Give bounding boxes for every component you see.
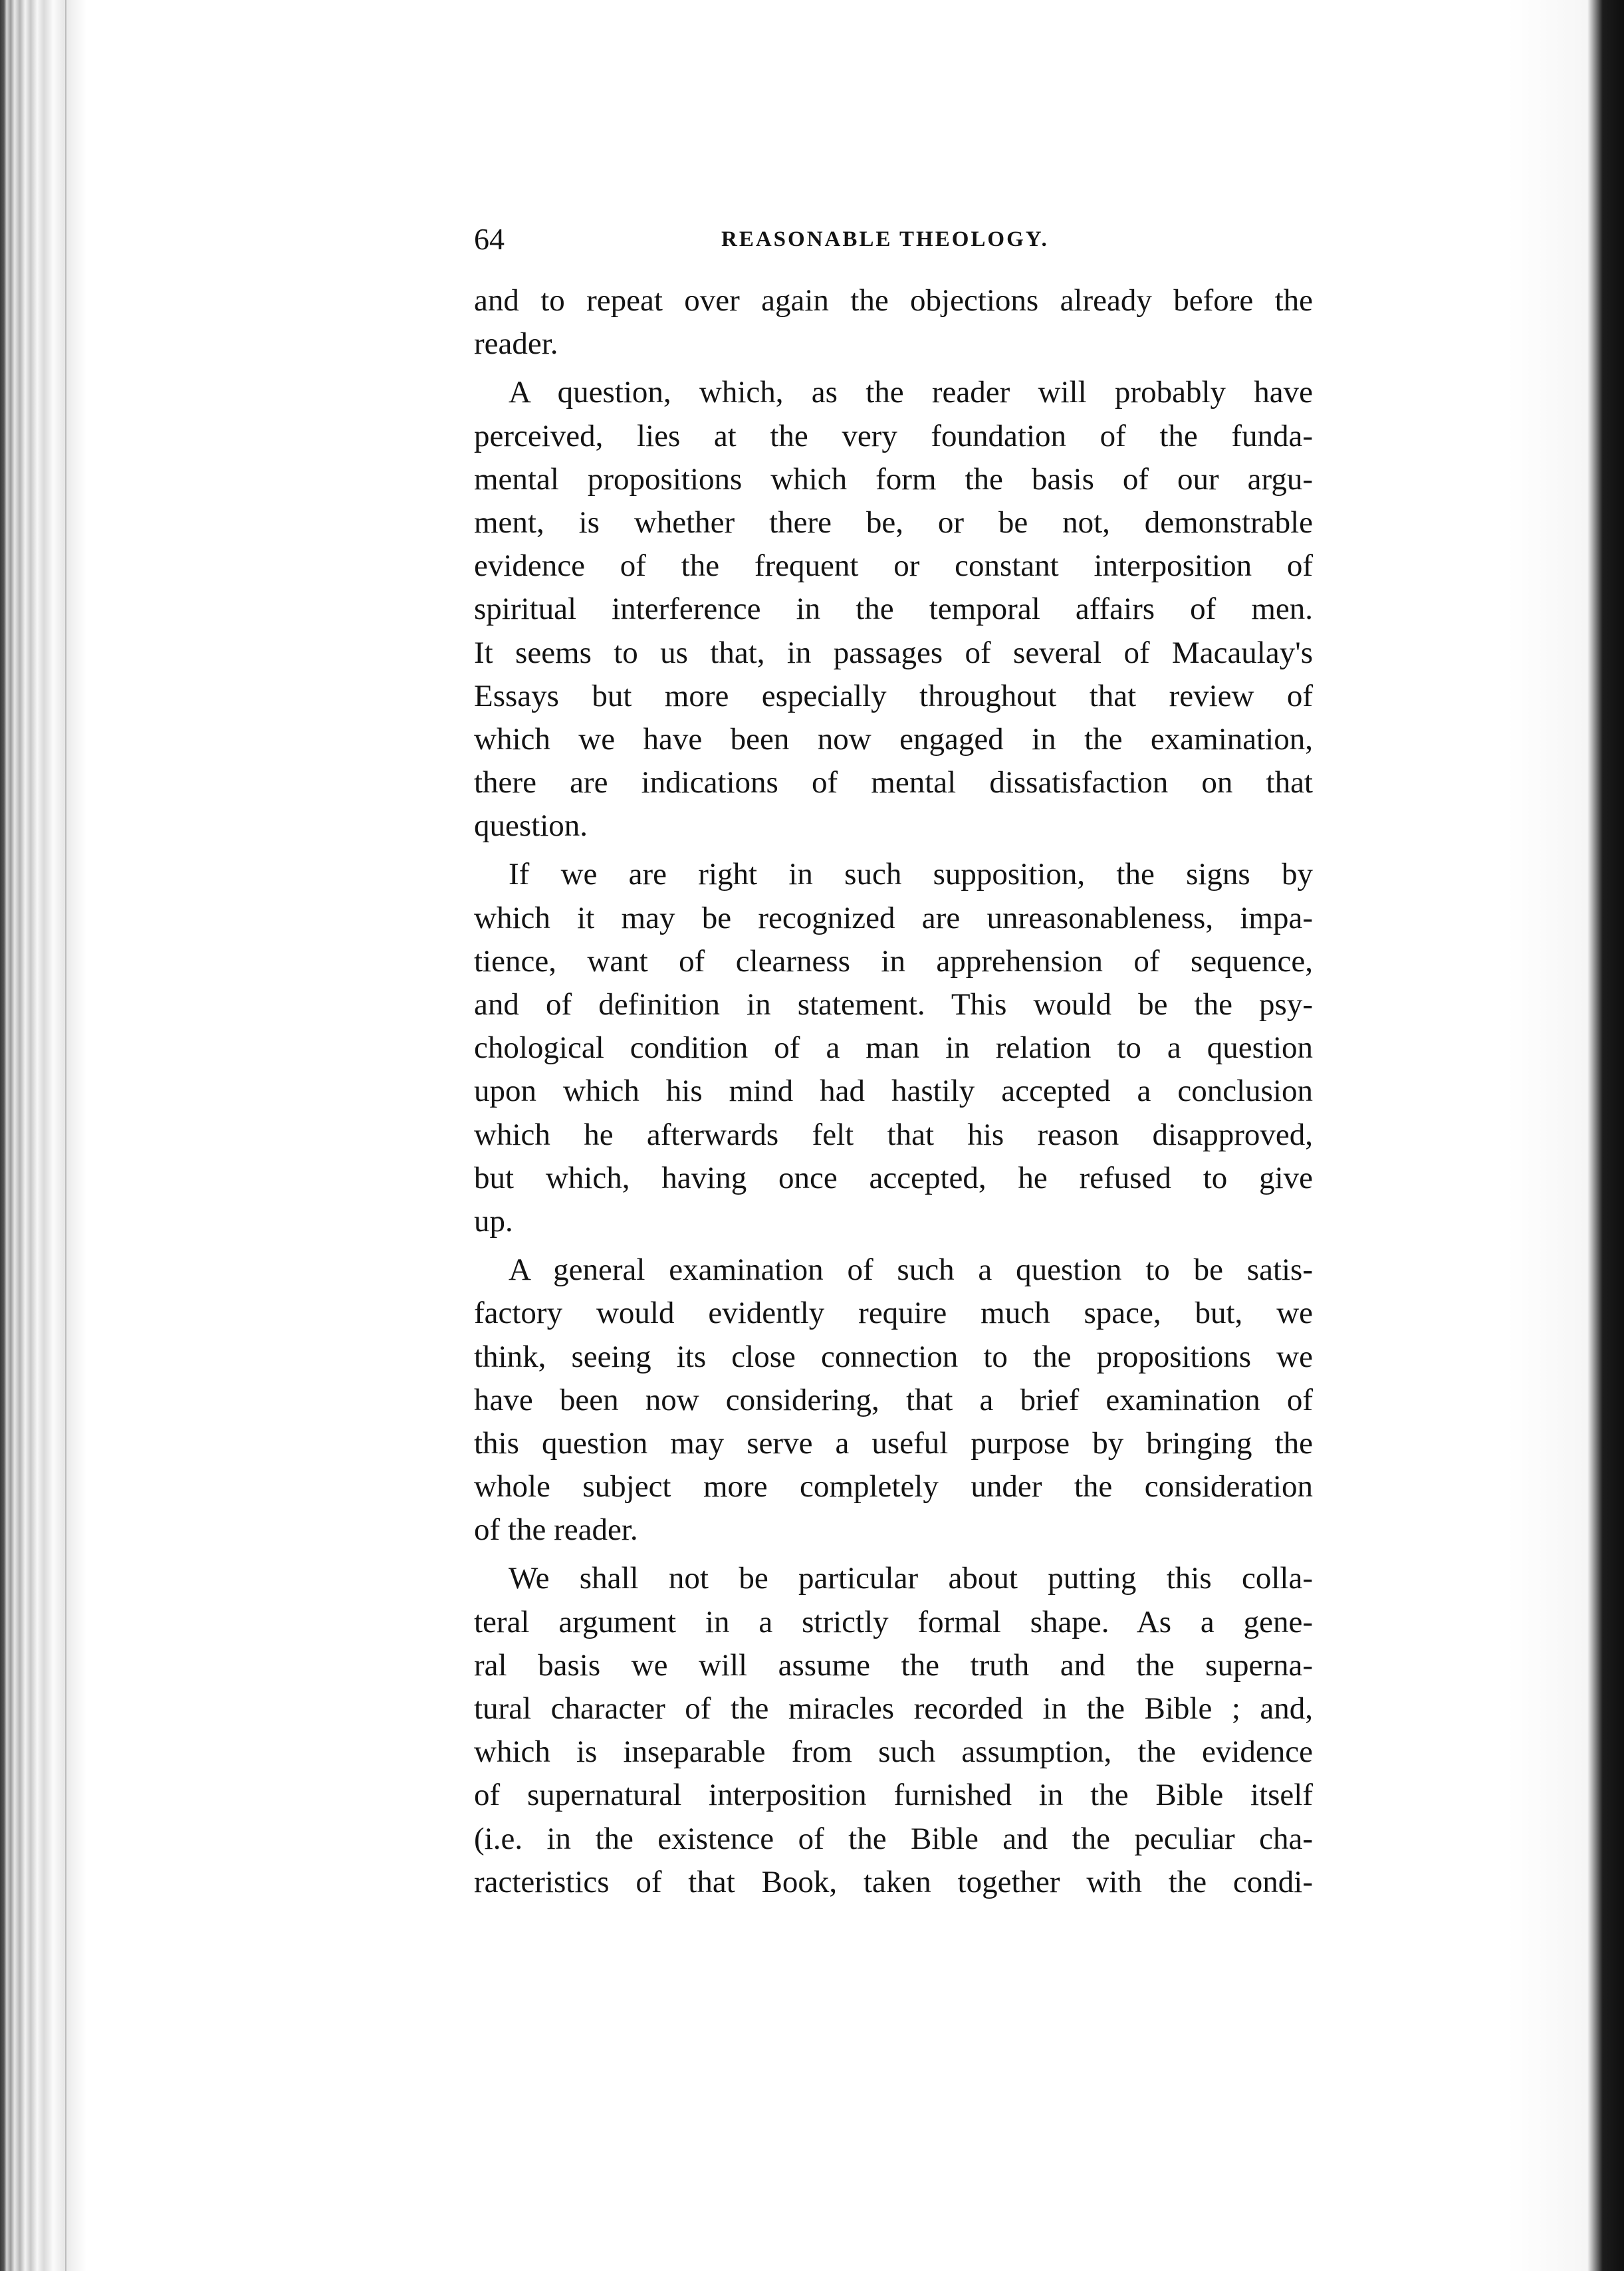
text-line: A general examination of such a question to be satis- <box>509 1253 1313 1288</box>
text-line: factory would evidently require much space, but, we <box>474 1296 1313 1331</box>
text-line: of the reader. <box>474 1512 638 1548</box>
text-line: chological condition of a man in relation to a question <box>474 1030 1313 1066</box>
book-page <box>474 218 1313 1904</box>
text-line: reader. <box>474 326 558 362</box>
text-line: have been now considering, that a brief examination of <box>474 1382 1313 1417</box>
running-title: REASONABLE THEOLOGY. <box>721 227 1049 251</box>
running-header <box>474 218 1313 261</box>
text-line: but which, having once accepted, he refused to give <box>474 1160 1313 1195</box>
text-line: ment, is whether there be, or be not, demonstrable <box>474 505 1313 540</box>
paragraph-4 <box>474 1249 1313 1552</box>
book-binding-edge <box>1508 0 1624 2271</box>
text-line: there are indications of mental dissatisfaction on that <box>474 765 1313 800</box>
paragraph-1 <box>474 279 1313 366</box>
paragraph-3 <box>474 853 1313 1243</box>
text-line: up. <box>474 1203 513 1239</box>
paragraph-2 <box>474 371 1313 848</box>
text-line: upon which his mind had hastily accepted a conclusion <box>474 1074 1313 1109</box>
text-line: perceived, lies at the very foundation of the funda- <box>474 418 1313 453</box>
book-page-edges <box>0 0 86 2271</box>
text-line: tience, want of clearness in apprehension of sequence, <box>474 943 1313 979</box>
paragraph-5 <box>474 1557 1313 1904</box>
text-line: We shall not be particular about putting this colla- <box>509 1561 1313 1596</box>
text-line: Essays but more especially throughout that review of <box>474 678 1313 713</box>
body-text <box>474 279 1313 1904</box>
text-line: A question, which, as the reader will probably have <box>509 375 1313 410</box>
text-line: ral basis we will assume the truth and the superna- <box>474 1647 1313 1683</box>
text-line: and of definition in statement. This would be the psy- <box>474 987 1313 1022</box>
text-line: of supernatural interposition furnished in the Bible itself <box>474 1778 1313 1813</box>
text-line: which we have been now engaged in the examination, <box>474 721 1313 757</box>
text-line: racteristics of that Book, taken together with the condi- <box>474 1864 1313 1899</box>
text-line: question. <box>474 808 588 844</box>
text-line: whole subject more completely under the consideration <box>474 1469 1313 1504</box>
text-line: It seems to us that, in passages of several of Macaulay's <box>474 635 1313 670</box>
text-line: mental propositions which form the basis of our argu- <box>474 461 1313 497</box>
text-line: which it may be recognized are unreasonableness, impa- <box>474 900 1313 935</box>
text-line: this question may serve a useful purpose by bringing the <box>474 1425 1313 1461</box>
text-line: tural character of the miracles recorded in the Bible ; and, <box>474 1691 1313 1726</box>
text-line: (i.e. in the existence of the Bible and the peculiar cha- <box>474 1821 1313 1856</box>
text-line: and to repeat over again the objections already before the <box>474 283 1313 318</box>
text-line: think, seeing its close connection to the propositions we <box>474 1339 1313 1374</box>
text-line: evidence of the frequent or constant interposition of <box>474 548 1313 584</box>
text-line: spiritual interference in the temporal affairs of men. <box>474 592 1313 627</box>
text-line: which he afterwards felt that his reason disapproved, <box>474 1117 1313 1152</box>
page-number: 64 <box>474 222 505 256</box>
text-line: teral argument in a strictly formal shape. As a gene- <box>474 1604 1313 1639</box>
text-line: which is inseparable from such assumption, the evidence <box>474 1734 1313 1770</box>
text-line: If we are right in such supposition, the signs by <box>509 857 1313 892</box>
